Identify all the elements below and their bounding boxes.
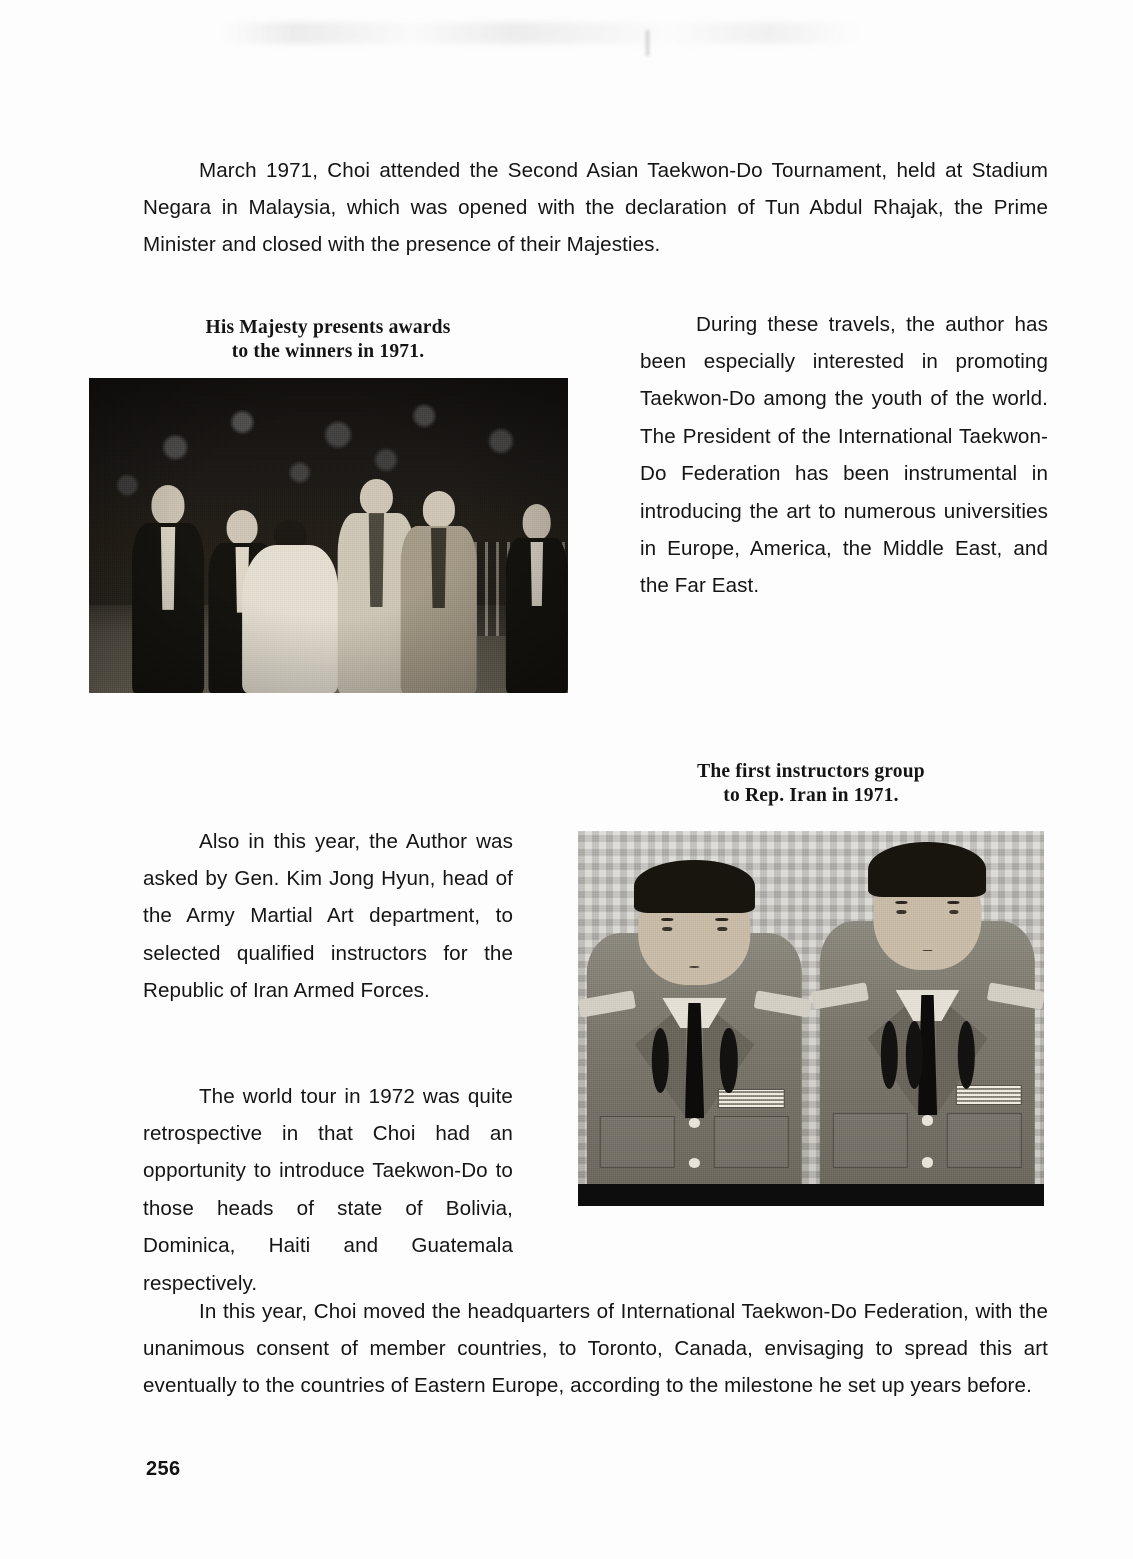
photo-awards-content — [89, 378, 568, 693]
paragraph-travels: During these travels, the author has been especially interested in promoting Taekwon-Do among the youth of the world. The President of the International Taekwon-Do Federation has been instrumental in introducing the art to numerous universities in Europe, America, the Middle East, and the Far East. — [640, 312, 1048, 598]
page-number: 256 — [146, 1458, 181, 1480]
paragraph-world-tour: The world tour in 1972 was quite retrospective in that Choi had an opportunity to introduce Taekwon-Do to those heads of state of Bolivia, Dominica, Haiti and Guatemala respectively. — [143, 1084, 513, 1295]
photo-instructors-officer-right — [820, 839, 1034, 1184]
paragraph-final: In this year, Choi moved the headquarters of International Taekwon-Do Federation, with the unanimous consent of member countries, to Toronto, Canada, envisaging to spread this art eventually to the countries of Eastern Europe, according to the milestone he set up years before. — [143, 1299, 1048, 1398]
scan-artifact-smudge — [220, 22, 860, 44]
photo-iran-instructors — [578, 831, 1044, 1206]
photo-awards-person-suit-1 — [132, 485, 204, 693]
photo-instructors-content — [578, 831, 1044, 1206]
caption-line-1: His Majesty presents awards — [205, 317, 451, 338]
photo-awards-presenter-with-glasses — [400, 491, 477, 693]
figure-caption-instructors — [578, 760, 1044, 808]
photo-awards-ceremony — [89, 378, 568, 693]
photo-awards-competitor-in-dobok — [242, 517, 338, 693]
paragraph-also-this-year: Also in this year, the Author was asked by Gen. Kim Jong Hyun, head of the Army Martial Art department, to selected qualified instructors for the Republic of Iran Armed Forces. — [143, 829, 513, 1003]
photo-awards-person-suit-3 — [506, 504, 568, 693]
photo-instructors-officer-left — [587, 854, 801, 1184]
photo-instructors-bottom-band — [578, 1184, 1044, 1207]
caption-line-2: to Rep. Iran in 1971. — [723, 785, 899, 806]
paragraph-intro: March 1971, Choi attended the Second Asian Taekwon-Do Tournament, held at Stadium Negara in Malaysia, which was opened with the declaration of Tun Abdul Rhajak, the Prime Minister and closed with the presence of their Majesties. — [143, 158, 1048, 257]
scan-artifact-speck — [646, 30, 649, 56]
caption-line-1: The first instructors group — [697, 761, 925, 782]
figure-caption-awards — [89, 316, 567, 364]
caption-line-2: to the winners in 1971. — [231, 341, 425, 362]
